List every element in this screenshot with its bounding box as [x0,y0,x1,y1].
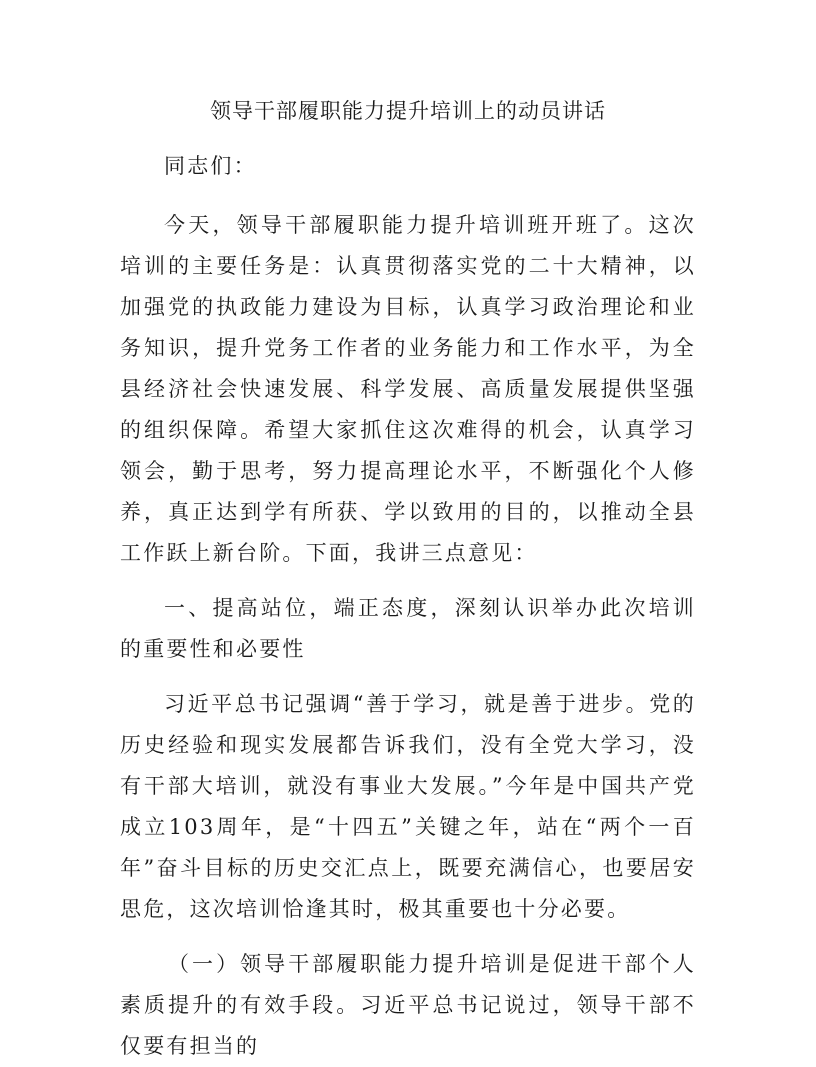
subsection-one: （一）领导干部履职能力提升培训是促进干部个人素质提升的有效手段。习近平总书记说过，领导干部不仅要有担当的 [120,952,696,1058]
document-title: 领导干部履职能力提升培训上的动员讲话 [210,99,606,123]
paragraph-quote: 习近平总书记强调“善于学习，就是善于进步。党的历史经验和现实发展都告诉我们，没有全党大学习，没有干部大培训，就没有事业大发展。”今年是中国共产党成立103周年，是“十四五”关键之年，站在“两个一百年”奋斗目标的历史交汇点上，既要充满信心，也要居安思危，这次培训恰逢其时，极其重要也十分必要。 [120,692,696,921]
section-heading-one: 一、提高站位，端正态度，深刻认识举办此次培训的重要性和必要性 [120,596,696,661]
salutation: 同志们： [164,154,257,178]
paragraph-opening: 今天，领导干部履职能力提升培训班开班了。这次培训的主要任务是：认真贯彻落实党的二十大精神，以加强党的执政能力建设为目标，认真学习政治理论和业务知识，提升党务工作者的业务能力和工作水平，为全县经济社会快速发展、科学发展、高质量发展提供坚强的组织保障。希望大家抓住这次难得的机会，认真学习领会，勤于思考，努力提高理论水平，不断强化个人修养，真正达到学有所获、学以致用的目的，以推动全县工作跃上新台阶。下面，我讲三点意见： [120,213,696,565]
